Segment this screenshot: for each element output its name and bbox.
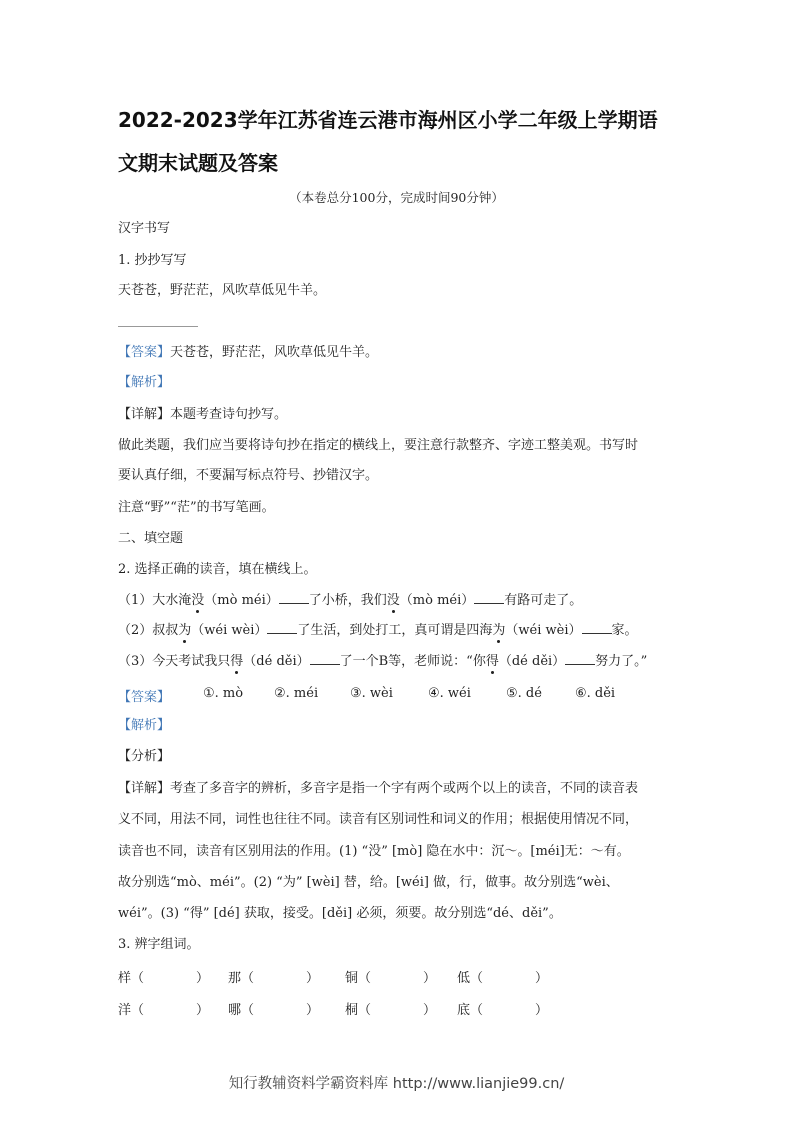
- text: 了生活，到处打工，真可谓是四海: [297, 623, 493, 638]
- blank-line: [279, 591, 309, 604]
- detail-tag: 【详解】: [118, 407, 171, 422]
- q2-detail-line1: [118, 780, 638, 798]
- q3-word-box: 桐（ ）: [345, 1003, 437, 1018]
- detail-text: 本题考查诗句抄写。: [170, 407, 288, 422]
- q2-detail-line3: 读音也不同，读音有区别用法的作用。(1) “没” [mò] 隐在水中：沉～。[méi]无：～有。: [118, 844, 630, 859]
- blank-line: [474, 591, 504, 604]
- text: 了小桥，我们: [308, 593, 387, 608]
- pinyin-options: （wéi wèi）: [505, 623, 582, 638]
- document-title-line1: 2022-2023学年江苏省连云港市海州区小学二年级上学期语: [118, 108, 658, 132]
- answer-tag: 【答案】: [118, 345, 171, 360]
- text: 了一个B等，老师说：“你: [339, 654, 486, 669]
- dotted-char: 没: [191, 593, 205, 608]
- q2-answer-2: ②. méi: [274, 686, 319, 701]
- text: （3）今天考试我只: [118, 654, 231, 669]
- q2-detail-line4: 故分别选“mò、méi”。(2) “为” [wèi] 替，给。[wéi] 做，行，做事。故分别选“wèi、: [118, 875, 619, 890]
- q2-answer-3: ③. wèi: [350, 686, 393, 701]
- pinyin-options: （dé děi）: [243, 654, 310, 669]
- question-3-title: 3. 辨字组词。: [118, 937, 200, 952]
- q1-paragraph-line1: 做此类题，我们应当要将诗句抄在指定的横线上，要注意行款整齐、字迹工整美观。书写时: [118, 438, 639, 453]
- detail-tag: 【详解】: [118, 781, 171, 796]
- q3-word-box: 低（ ）: [457, 971, 549, 986]
- q2-item-2: [118, 621, 638, 640]
- q2-item-1: [118, 591, 582, 610]
- q2-analysis-tag: 【解析】: [118, 718, 171, 733]
- pinyin-options: （dé děi）: [498, 654, 566, 669]
- answer-text: 天苍苍，野茫茫，风吹草低见牛羊。: [170, 345, 379, 360]
- q3-word-box: 底（ ）: [457, 1003, 549, 1018]
- dotted-char: 为: [178, 623, 192, 638]
- text: （2）叔叔: [118, 623, 179, 638]
- detail-text: 考查了多音字的辨析，多音字是指一个字有两个或两个以上的读音，不同的读音表: [170, 781, 639, 796]
- q2-answer-tag: 【答案】: [118, 690, 171, 705]
- section-heading-fill-in: 二、填空题: [118, 531, 184, 546]
- question-1-text: 天苍苍，野茫茫，风吹草低见牛羊。: [118, 283, 327, 298]
- dotted-char: 为: [492, 623, 506, 638]
- blank-line: [565, 652, 595, 665]
- text: 有路可走了。: [504, 593, 583, 608]
- dotted-char: 得: [485, 654, 499, 669]
- q2-item-3: [118, 652, 647, 671]
- separator-line: [118, 326, 198, 327]
- section-heading-writing: 汉字书写: [118, 221, 171, 236]
- q2-answer-1: ①. mò: [203, 686, 244, 701]
- q1-detail: [118, 406, 287, 424]
- footer-watermark: 知行教辅资料学霸资料库 http://www.lianjie99.cn/: [228, 1076, 565, 1092]
- pinyin-options: （wéi wèi）: [191, 623, 268, 638]
- q3-word-box: 那（ ）: [228, 971, 320, 986]
- blank-line: [582, 621, 612, 634]
- q2-answer-5: ⑤. dé: [506, 686, 542, 701]
- blank-line: [310, 652, 340, 665]
- q2-detail-line5: wéi”。(3) “得” [dé] 获取，接受。[děi] 必须，须要。故分别选“dé、děi”。: [118, 906, 562, 921]
- q1-analysis-tag: 【解析】: [118, 375, 171, 390]
- blank-line: [267, 621, 297, 634]
- pinyin-options: （mò méi）: [204, 593, 279, 608]
- document-title-line2: 文期末试题及答案: [118, 151, 278, 175]
- q2-answer-6: ⑥. děi: [575, 686, 616, 701]
- text: （1）大水淹: [118, 593, 192, 608]
- text: 家。: [611, 623, 638, 638]
- dotted-char: 得: [230, 654, 244, 669]
- q3-word-box: 哪（ ）: [228, 1003, 320, 1018]
- q1-answer: [118, 344, 378, 362]
- question-1-title: 1. 抄抄写写: [118, 253, 187, 268]
- q1-note: 注意“野”“茫”的书写笔画。: [118, 500, 275, 515]
- exam-info-subtitle: （本卷总分100分，完成时间90分钟）: [289, 190, 504, 205]
- q1-paragraph-line2: 要认真仔细，不要漏写标点符号、抄错汉字。: [118, 468, 379, 483]
- q2-fenxi-tag: 【分析】: [118, 749, 171, 764]
- text: 努力了。”: [595, 654, 648, 669]
- q3-word-box: 洋（ ）: [118, 1003, 210, 1018]
- pinyin-options: （mò méi）: [399, 593, 475, 608]
- q2-detail-line2: 义不同，用法不同，词性也往往不同。读音有区别词性和词义的作用；根据使用情况不同，: [118, 812, 639, 827]
- q3-word-box: 样（ ）: [118, 971, 210, 986]
- q3-word-box: 铜（ ）: [345, 971, 437, 986]
- q2-answer-4: ④. wéi: [428, 686, 471, 701]
- question-2-title: 2. 选择正确的读音，填在横线上。: [118, 562, 317, 577]
- dotted-char: 没: [386, 593, 400, 608]
